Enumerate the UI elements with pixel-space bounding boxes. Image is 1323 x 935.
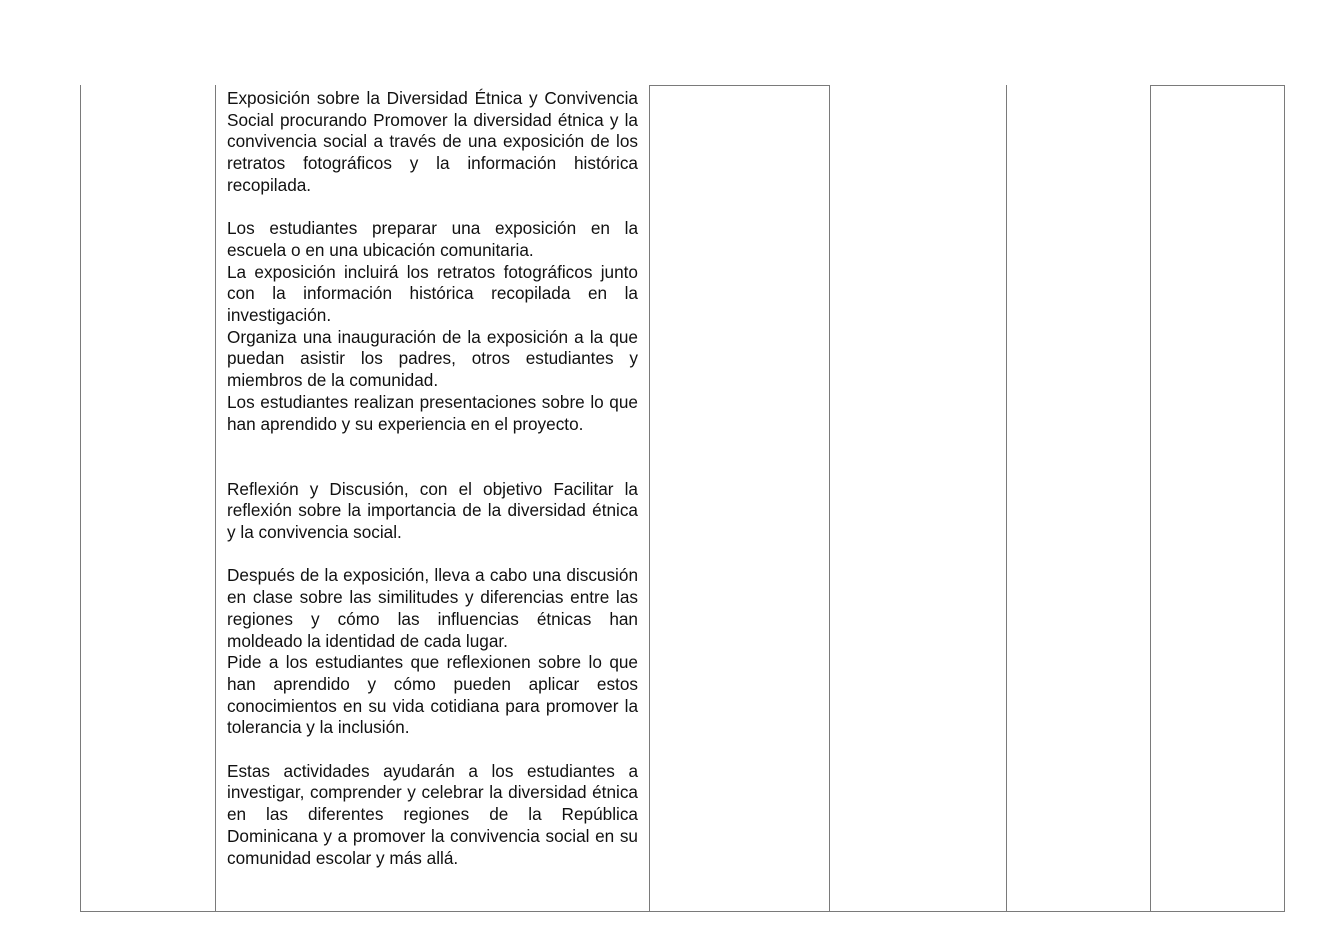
paragraph-spacer: [227, 197, 638, 219]
reflection-paragraph-2: Pide a los estudiantes que reflexionen sobre lo que han aprendido y cómo pueden aplicar estos conocimientos en su vida cotidiana para promover la tolerancia y la inclusión.: [227, 652, 638, 738]
table-border-bottom: [80, 911, 1285, 912]
column-divider-5: [1150, 85, 1151, 912]
section-spacer: [227, 435, 638, 478]
reflection-section-title: Reflexión y Discusión, con el objetivo Facilitar la reflexión sobre la importancia de la diversidad étnica y la convivencia social.: [227, 478, 638, 543]
cell-top-border-6: [1150, 85, 1284, 86]
exhibition-section-title: Exposición sobre la Diversidad Étnica y Convivencia Social procurando Promover la diversidad étnica y la convivencia social a través de una exposición de los retratos fotográficos y la información histórica recopilada.: [227, 88, 638, 195]
cell-top-border-3: [649, 85, 829, 86]
exhibition-paragraph-3: Organiza una inauguración de la exposición a la que puedan asistir los padres, otros estudiantes y miembros de la comunidad.: [227, 326, 638, 391]
exhibition-paragraph-1: Los estudiantes preparar una exposición en la escuela o en una ubicación comunitaria.: [227, 218, 638, 260]
reflection-paragraph-1: Después de la exposición, lleva a cabo una discusión en clase sobre las similitudes y diferencias entre las regiones y cómo las influencias étnicas han moldeado la identidad de cada lugar.: [227, 565, 638, 651]
exhibition-paragraph-4: Los estudiantes realizan presentaciones sobre lo que han aprendido y su experiencia en el proyecto.: [227, 391, 638, 434]
table-border-left: [80, 85, 81, 912]
column-divider-3: [829, 85, 830, 912]
paragraph-spacer: [227, 544, 638, 566]
conclusion-paragraph: Estas actividades ayudarán a los estudiantes a investigar, comprender y celebrar la diversidad étnica en las diferentes regiones de la República Dominicana y a promover la convivencia social en su comunidad escolar y más allá.: [227, 760, 638, 868]
table-border-right: [1284, 85, 1285, 912]
column-divider-2: [649, 85, 650, 912]
column-divider-4: [1006, 85, 1007, 912]
exhibition-paragraph-2: La exposición incluirá los retratos fotográficos junto con la información histórica recopilada en la investigación.: [227, 261, 638, 326]
paragraph-spacer: [227, 739, 638, 761]
column-divider-1: [215, 85, 216, 912]
activity-description-cell: [227, 88, 638, 869]
